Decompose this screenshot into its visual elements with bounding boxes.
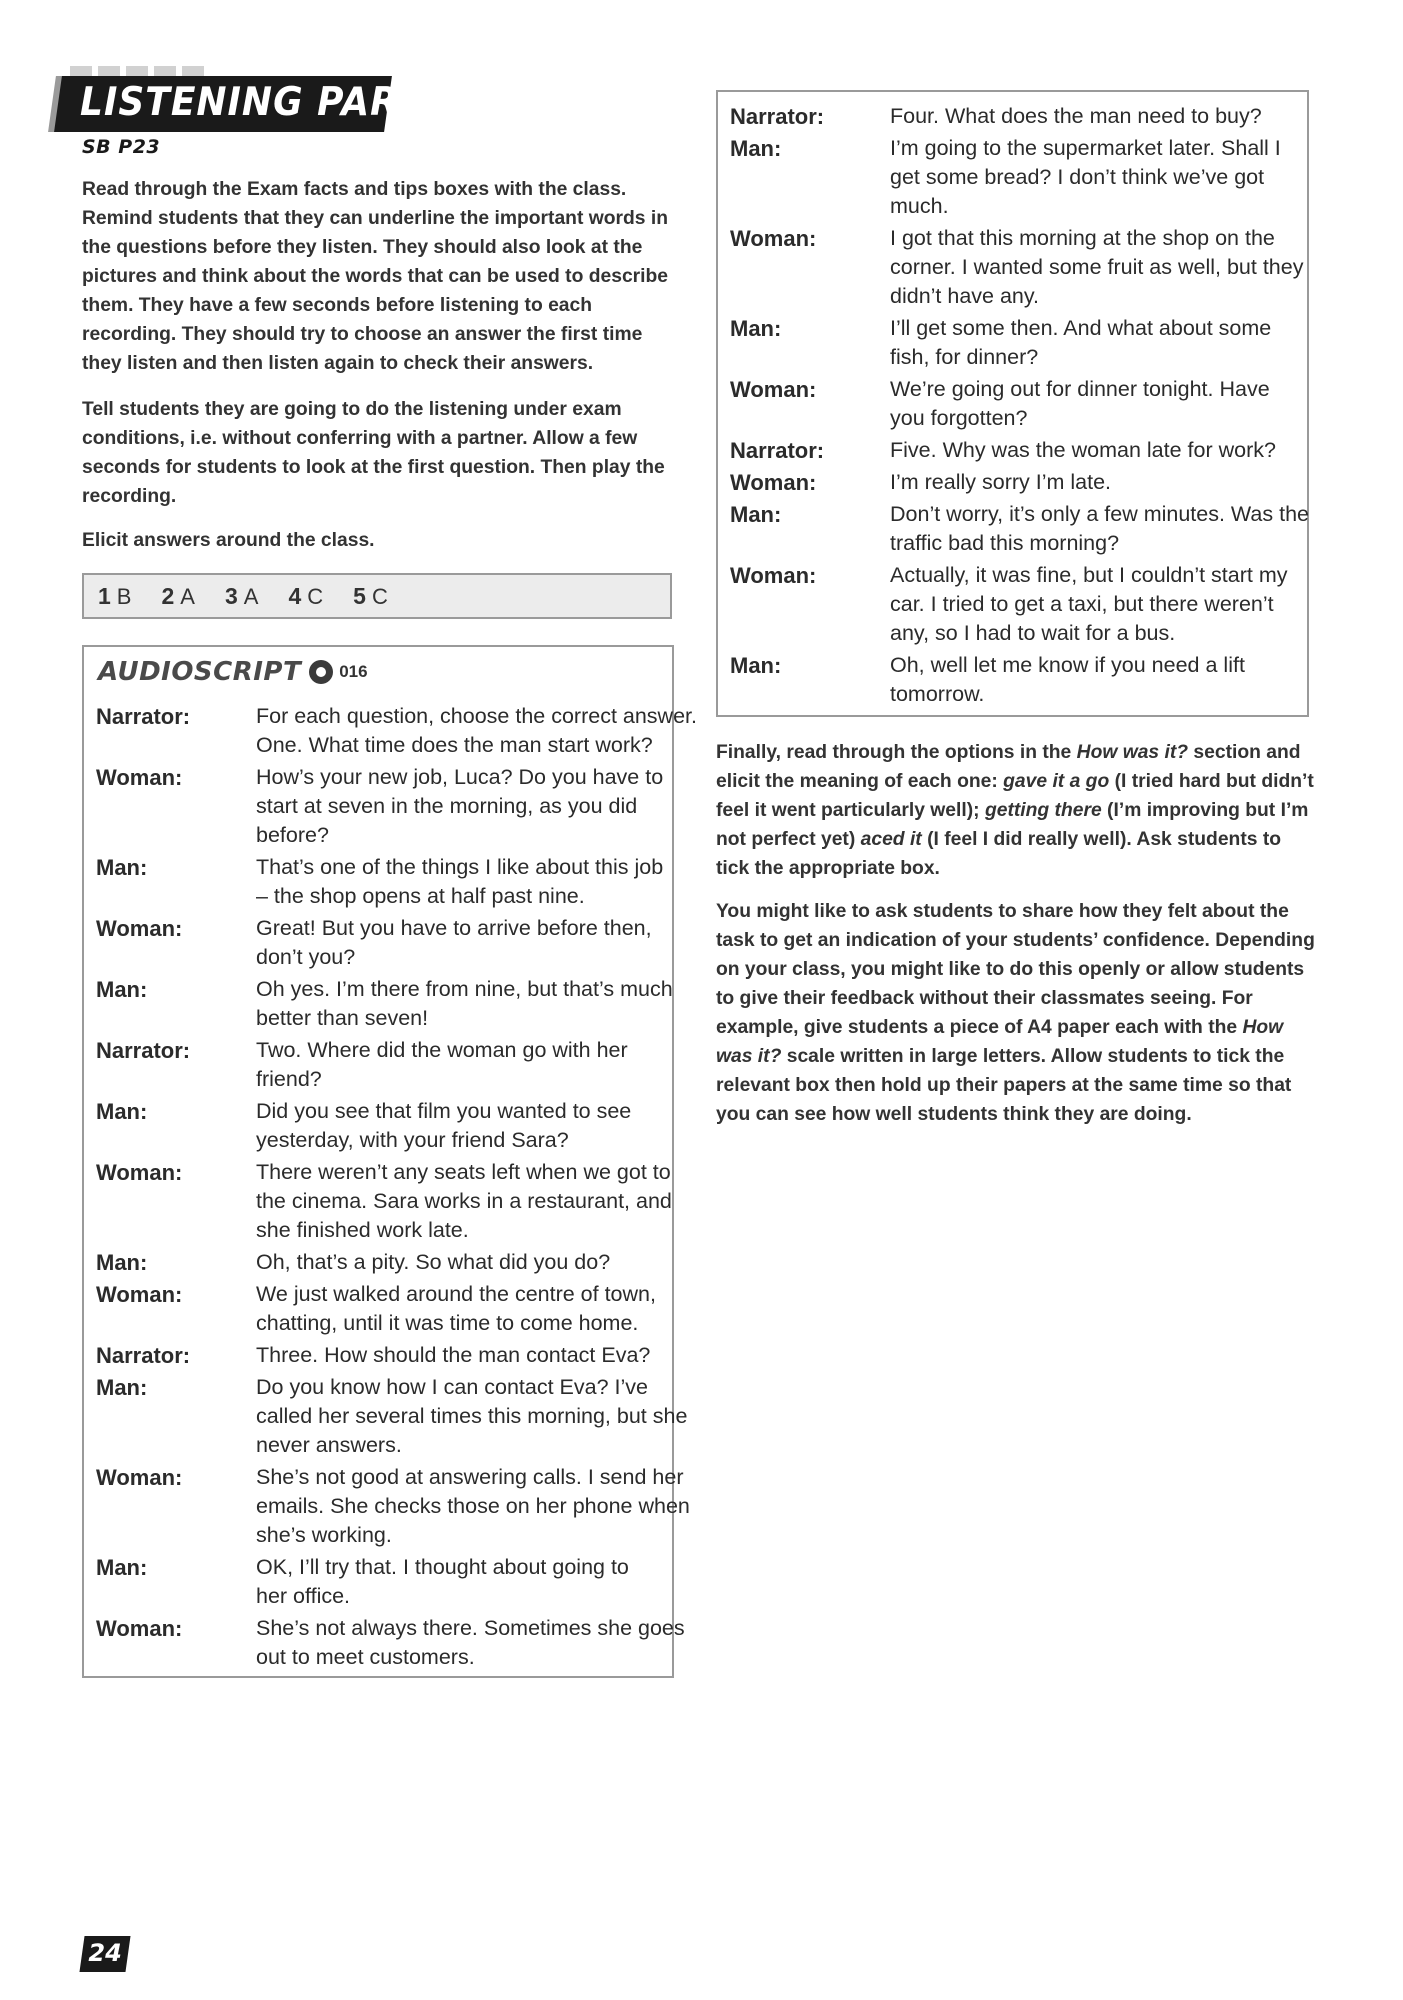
- speaker-label: Woman:: [730, 377, 817, 402]
- dialogue-text: fish, for dinner?: [890, 345, 1039, 369]
- dialogue-text: We’re going out for dinner tonight. Have: [890, 377, 1270, 401]
- dialogue-text: There weren’t any seats left when we got to: [256, 1160, 671, 1184]
- dialogue-text: the cinema. Sara works in a restaurant, and: [256, 1189, 672, 1213]
- dialogue-text: Oh yes. I’m there from nine, but that’s much: [256, 977, 673, 1001]
- page-number-badge: [79, 1936, 130, 1972]
- speaker-label: Man:: [730, 136, 782, 161]
- dialogue-text: Five. Why was the woman late for work?: [890, 438, 1276, 462]
- audio-disc-icon: [309, 660, 333, 684]
- dialogue-text: called her several times this morning, but she: [256, 1404, 688, 1428]
- dialogue-text: Three. How should the man contact Eva?: [256, 1343, 651, 1367]
- dialogue-text: Did you see that film you wanted to see: [256, 1099, 632, 1123]
- speaker-label: Man:: [96, 1250, 148, 1275]
- dialogue-text: We just walked around the centre of town,: [256, 1282, 656, 1306]
- section-banner: [58, 72, 463, 136]
- audioscript-heading: [98, 657, 368, 687]
- speaker-label: Man:: [730, 502, 782, 527]
- speaker-label: Woman:: [730, 226, 817, 251]
- speaker-label: Woman:: [96, 1616, 183, 1641]
- speaker-label: Woman:: [96, 1160, 183, 1185]
- feedback-paragraph: You might like to ask students to share how they felt about the task to get an indication of your students’ confidence. Depending on your class, you might like to do this openly or allow students to give their feedback without their classmates seeing. For example, give students a piece of A4 paper each with the How was it? scale written in large letters. Allow students to tick the relevant box then hold up their papers at the same time so that you can see how well students think they are doing.: [716, 901, 1315, 1125]
- dialogue-text: Two. Where did the woman go with her: [256, 1038, 628, 1062]
- dialogue-text: traffic bad this morning?: [890, 531, 1120, 555]
- answer-key: [82, 573, 672, 619]
- dialogue-text: you forgotten?: [890, 406, 1028, 430]
- dialogue-text: she’s working.: [256, 1523, 392, 1547]
- dialogue-text: I got that this morning at the shop on the: [890, 226, 1275, 250]
- audioscript-title: AUDIOSCRIPT: [98, 657, 302, 687]
- dialogue-text: For each question, choose the correct answer.: [256, 704, 697, 728]
- dialogue-text: She’s not good at answering calls. I send her: [256, 1465, 684, 1489]
- speaker-label: Man:: [730, 316, 782, 341]
- dialogue-text: better than seven!: [256, 1006, 429, 1030]
- speaker-label: Man:: [96, 1555, 148, 1580]
- speaker-label: Narrator:: [730, 438, 825, 463]
- dialogue-text: How’s your new job, Luca? Do you have to: [256, 765, 664, 789]
- speaker-label: Woman:: [96, 916, 183, 941]
- track-number: 016: [339, 662, 368, 681]
- dialogue-text: OK, I’ll try that. I thought about going to: [256, 1555, 629, 1579]
- dialogue-text: I’ll get some then. And what about some: [890, 316, 1272, 340]
- speaker-label: Narrator:: [96, 1343, 191, 1368]
- dialogue-text: any, so I had to wait for a bus.: [890, 621, 1176, 645]
- dialogue-text: corner. I wanted some fruit as well, but they: [890, 255, 1304, 279]
- answer-item: 4 C: [288, 582, 324, 609]
- dialogue-text: Don’t worry, it’s only a few minutes. Was the: [890, 502, 1309, 526]
- dialogue-text: tomorrow.: [890, 682, 985, 706]
- page-number: 24: [88, 1939, 122, 1967]
- speaker-label: Woman:: [96, 765, 183, 790]
- dialogue-text: car. I tried to get a taxi, but there weren’t: [890, 592, 1274, 616]
- speaker-label: Woman:: [730, 563, 817, 588]
- speaker-label: Man:: [96, 1375, 148, 1400]
- dialogue-text: One. What time does the man start work?: [256, 733, 653, 757]
- dialogue-text: yesterday, with your friend Sara?: [256, 1128, 569, 1152]
- dialogue-text: friend?: [256, 1067, 322, 1091]
- speaker-label: Narrator:: [96, 704, 191, 729]
- dialogue-text: She’s not always there. Sometimes she goes: [256, 1616, 685, 1640]
- dialogue-text: I’m going to the supermarket later. Shall I: [890, 136, 1281, 160]
- dialogue-text: don’t you?: [256, 945, 356, 969]
- audioscript-box: [82, 645, 697, 1678]
- instructions-paragraph-3: Elicit answers around the class.: [82, 530, 375, 551]
- dialogue-text: Actually, it was fine, but I couldn’t start my: [890, 563, 1288, 587]
- audioscript-continued-box: [716, 90, 1309, 717]
- instructions-paragraph-1: Read through the Exam facts and tips boxes with the class. Remind students that they can underline the important words in the questions before they listen. They should also look at the pictures and think about the words that can be used to describe them. They have a few seconds before listening to each recording. They should try to choose an answer the first time they listen and then listen again to check their answers.: [82, 179, 669, 374]
- dialogue-text: Do you know how I can contact Eva? I’ve: [256, 1375, 648, 1399]
- how-was-it-paragraph: Finally, read through the options in the How was it? section and elicit the meaning of each one: gave it a go (I tried hard but didn’t feel it went particularly well); getting there (I’m improving but I’m not perfect yet) aced it (I feel I did really well). Ask students to tick the appropriate box.: [716, 742, 1314, 879]
- dialogue-text: her office.: [256, 1584, 351, 1608]
- speaker-label: Man:: [730, 653, 782, 678]
- answer-item: 3 A: [224, 582, 259, 609]
- dialogue-text: Four. What does the man need to buy?: [890, 104, 1262, 128]
- speaker-label: Woman:: [96, 1465, 183, 1490]
- speaker-label: Narrator:: [96, 1038, 191, 1063]
- dialogue-text: chatting, until it was time to come home.: [256, 1311, 639, 1335]
- instructions-paragraph-2: Tell students they are going to do the listening under exam conditions, i.e. without conferring with a partner. Allow a few seconds for students to look at the first question. Then play the recording.: [82, 399, 665, 507]
- answer-item: 5 C: [353, 582, 388, 609]
- student-book-reference: SB P23: [82, 136, 161, 158]
- dialogue-text: Oh, that’s a pity. So what did you do?: [256, 1250, 611, 1274]
- dialogue-text: out to meet customers.: [256, 1645, 475, 1669]
- speaker-label: Woman:: [96, 1282, 183, 1307]
- speaker-label: Woman:: [730, 470, 817, 495]
- dialogue-text: get some bread? I don’t think we’ve got: [890, 165, 1265, 189]
- dialogue-text: emails. She checks those on her phone when: [256, 1494, 690, 1518]
- dialogue-text: before?: [256, 823, 329, 847]
- dialogue-text: she finished work late.: [256, 1218, 469, 1242]
- answer-item: 2 A: [161, 582, 195, 609]
- dialogue-text: didn’t have any.: [890, 284, 1040, 308]
- dialogue-text: Oh, well let me know if you need a lift: [890, 653, 1245, 677]
- speaker-label: Man:: [96, 1099, 148, 1124]
- speaker-label: Man:: [96, 855, 148, 880]
- speaker-label: Man:: [96, 977, 148, 1002]
- dialogue-text: much.: [890, 194, 949, 218]
- dialogue-text: never answers.: [256, 1433, 402, 1457]
- dialogue-text: That’s one of the things I like about this job: [256, 855, 664, 879]
- section-title: LISTENING PART 1: [80, 79, 463, 126]
- dialogue-text: – the shop opens at half past nine.: [256, 884, 585, 908]
- dialogue-text: start at seven in the morning, as you did: [256, 794, 638, 818]
- dialogue-text: Great! But you have to arrive before then,: [256, 916, 652, 940]
- answer-item: 1 B: [98, 582, 132, 609]
- speaker-label: Narrator:: [730, 104, 825, 129]
- dialogue-text: I’m really sorry I’m late.: [890, 470, 1112, 494]
